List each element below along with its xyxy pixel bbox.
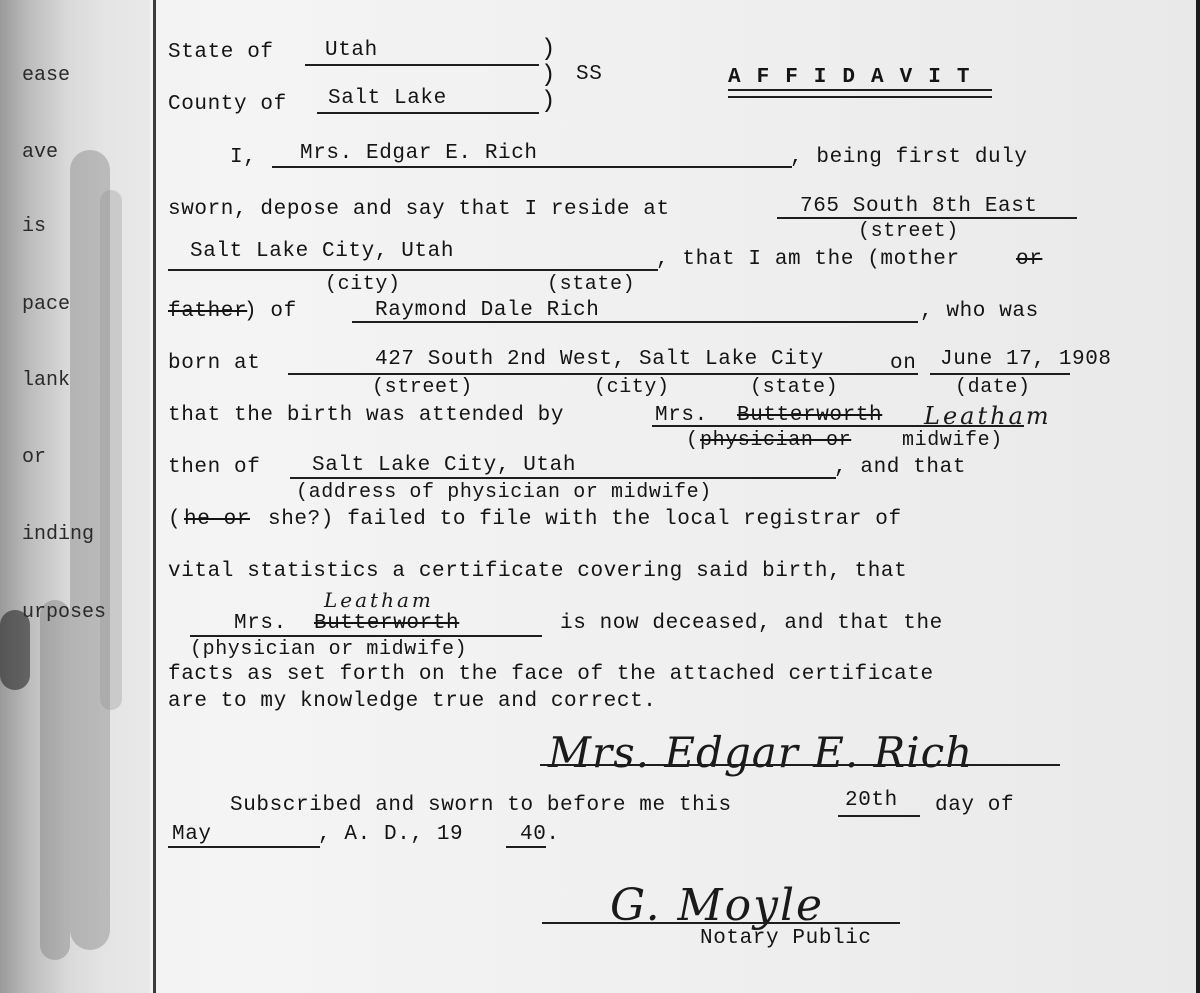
affidavit-title: AFFIDAVIT (728, 66, 986, 89)
margin-fragment: ease (22, 64, 71, 87)
margin-fragment: lank (22, 369, 71, 392)
bracket: ) (541, 36, 556, 63)
street-value: 765 South 8th East (800, 195, 1038, 218)
attendant-address: Salt Lake City, Utah (312, 454, 577, 477)
caption-open: ( (686, 429, 699, 452)
street-caption: (street) (858, 220, 959, 243)
margin-fragment: pace (22, 293, 71, 316)
birth-date-underline (930, 373, 1070, 375)
jurat-ad: , A. D., 19 (318, 823, 464, 846)
birth-place-underline (288, 373, 918, 375)
caption-address: (address of physician or midwife) (296, 481, 712, 504)
notary-label: Notary Public (700, 927, 872, 950)
state-underline (305, 64, 539, 66)
attendant-struck: Butterworth (737, 404, 883, 427)
state-value: Utah (325, 39, 378, 62)
text-line2: sworn, depose and say that I reside at (168, 198, 670, 221)
text-line3-end: , that I am the (mother (656, 248, 960, 271)
day-underline (838, 815, 920, 817)
text-line8: she?) failed to file with the local registrar of (268, 508, 902, 531)
physician-underline (190, 635, 542, 637)
text-line6: that the birth was attended by (168, 404, 565, 427)
text-born-at: born at (168, 352, 261, 375)
text-line4-end: , who was (920, 300, 1039, 323)
text-line7-end: , and that (834, 456, 967, 479)
margin-fragment: or (22, 446, 47, 469)
text-i: I, (230, 146, 257, 169)
notary-underline (542, 922, 900, 924)
text-on: on (890, 352, 917, 375)
jurat-day: 20th (845, 789, 898, 812)
notary-signature: G. Moyle (610, 880, 825, 931)
text-line10-end: is now deceased, and that the (560, 612, 943, 635)
address-underline (290, 477, 836, 479)
jurat-year: 40. (520, 823, 560, 846)
attendant-mrs: Mrs. (655, 404, 708, 427)
signature-underline (540, 764, 1060, 766)
caption-date: (date) (955, 376, 1031, 399)
caption-street: (street) (372, 376, 473, 399)
text-of: ) of (244, 300, 297, 323)
caption-city: (city) (594, 376, 670, 399)
handwritten-leatham: Leatham (324, 588, 434, 612)
month-underline (168, 846, 320, 848)
jurat-month: May (172, 823, 212, 846)
state-caption: (state) (547, 273, 636, 296)
affiant-name: Mrs. Edgar E. Rich (300, 142, 538, 165)
residence-city: Salt Lake City, Utah (190, 240, 455, 263)
bracket: ) (541, 62, 556, 89)
jurat-day-of: day of (935, 794, 1015, 817)
state-label: State of (168, 41, 274, 64)
child-underline (352, 321, 918, 323)
struck-or: or (1016, 248, 1043, 271)
city-caption: (city) (325, 273, 401, 296)
county-underline (317, 112, 539, 114)
attendant-underline (652, 425, 1024, 427)
caption-phys-midwife: (physician or midwife) (190, 638, 468, 661)
attendant-handwritten: Leatham (924, 402, 1052, 430)
margin-fragment: ave (22, 141, 59, 164)
birth-date: June 17, 1908 (940, 348, 1112, 371)
city-underline (168, 269, 658, 271)
struck-butterworth: Butterworth (314, 612, 460, 635)
margin-rule (153, 0, 156, 993)
caption-physician-struck: physician or (700, 429, 852, 452)
struck-he-or: he or (184, 508, 251, 531)
jurat-text: Subscribed and sworn to before me this (230, 794, 732, 817)
margin-fragment: urposes (22, 601, 107, 624)
birth-place: 427 South 2nd West, Salt Lake City (375, 348, 824, 371)
text-then-of: then of (168, 456, 261, 479)
year-underline (506, 846, 546, 848)
text-line1-end: , being first duly (790, 146, 1028, 169)
bracket: ) (541, 88, 556, 115)
ss-label: SS (576, 63, 603, 86)
county-value: Salt Lake (328, 87, 447, 110)
street-underline (777, 217, 1077, 219)
caption-state: (state) (750, 376, 839, 399)
margin-fragment: is (22, 215, 47, 238)
child-name: Raymond Dale Rich (375, 299, 600, 322)
text-mrs: Mrs. (234, 612, 287, 635)
county-label: County of (168, 93, 287, 116)
struck-father: father (168, 300, 248, 323)
caption-midwife: midwife) (902, 429, 1003, 452)
text-open-paren: ( (168, 508, 182, 531)
margin-fragment: inding (22, 523, 95, 546)
title-double-underline (728, 89, 992, 98)
text-line12: are to my knowledge true and correct. (168, 690, 657, 713)
text-line9: vital statistics a certificate covering said birth, that (168, 560, 908, 583)
affiant-signature: Mrs. Edgar E. Rich (548, 728, 974, 777)
affiant-underline (272, 166, 792, 168)
text-line11: facts as set forth on the face of the attached certificate (168, 663, 934, 686)
